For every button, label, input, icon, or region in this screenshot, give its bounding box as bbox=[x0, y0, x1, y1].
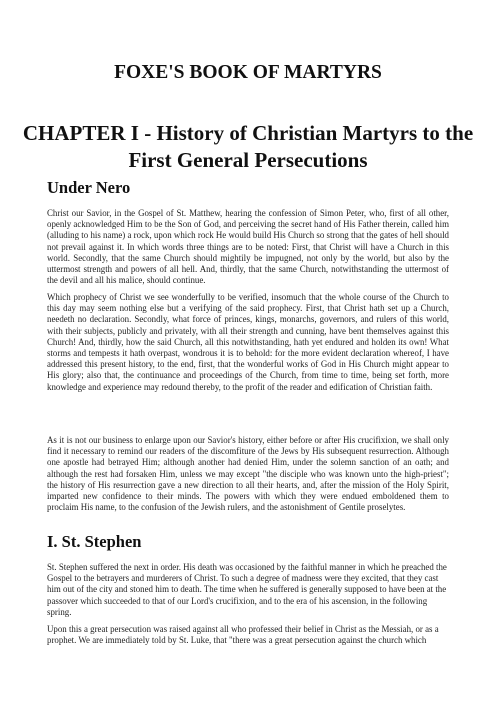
paragraph: Christ our Savior, in the Gospel of St. Matthew, hearing the confession of Simon Peter, who, first of all other, openly acknowledged Him to be the Son of God, and perceiving the secret hand of His Father therein, called him (alluding to his name) a rock, upon which rock He would build His Church so strong that the gates of hell should not prevail against it. In which words three things are to be noted: First, that Christ will have a Church in this world. Secondly, that the same Church should mightily be impugned, not only by the world, but also by the uttermost strength and powers of all hell. And, thirdly, that the same Church, notwithstanding the uttermost of the devil and all his malice, should continue. bbox=[47, 208, 449, 286]
chapter-title: CHAPTER I - History of Christian Martyrs to the First General Persecutions bbox=[22, 121, 474, 172]
paragraph: As it is not our business to enlarge upon our Savior's history, either before or after His crucifixion, we shall only find it necessary to remind our readers of the discomfiture of the Jews by His subsequent resurrection. Although one apostle had betrayed Him; although another had denied Him, under the solemn sanction of an oath; and although the rest had forsaken Him, unless we may except "the disciple who was known unto the high-priest"; the history of His resurrection gave a new direction to all their hearts, and, after the mission of the Holy Spirit, imparted new confidence to their minds. The powers with which they were endued emboldened them to proclaim His name, to the confusion of the Jewish rulers, and the astonishment of Gentile proselytes. bbox=[47, 435, 449, 513]
book-title: FOXE'S BOOK OF MARTYRS bbox=[114, 62, 382, 83]
paragraph: St. Stephen suffered the next in order. His death was occasioned by the faithful manner in which he preached the Gospel to the betrayers and murderers of Christ. To such a degree of madness were they excited, that they cast him out of the city and stoned him to death. The time when he suffered is generally supposed to have been at the passover which succeeded to that of our Lord's crucifixion, and to the era of his ascension, in the following spring. bbox=[47, 562, 447, 617]
section-heading-under-nero: Under Nero bbox=[47, 178, 131, 197]
paragraph: Upon this a great persecution was raised against all who professed their belief in Christ as the Messiah, or as a prophet. We are immediately told by St. Luke, that "there was a great persecution against the church which bbox=[47, 624, 439, 646]
paragraph: Which prophecy of Christ we see wonderfully to be verified, insomuch that the whole course of the Church to this day may seem nothing else but a verifying of the said prophecy. First, that Christ hath set up a Church, needeth no declaration. Secondly, what force of princes, kings, monarchs, governors, and rulers of this world, with their subjects, publicly and privately, with all their strength and cunning, have bent themselves against this Church! And, thirdly, how the said Church, all this notwithstanding, hath yet endured and holden its own! What storms and tempests it hath overpast, wondrous it is to behold: for the more evident declaration whereof, I have addressed this present history, to the end, first, that the wonderful works of God in His Church might appear to His glory; also that, the continuance and proceedings of the Church, from time to time, being set forth, more knowledge and experience may redound thereby, to the profit of the reader and edification of Christian faith. bbox=[47, 292, 449, 392]
section-heading-st-stephen: I. St. Stephen bbox=[47, 532, 142, 551]
